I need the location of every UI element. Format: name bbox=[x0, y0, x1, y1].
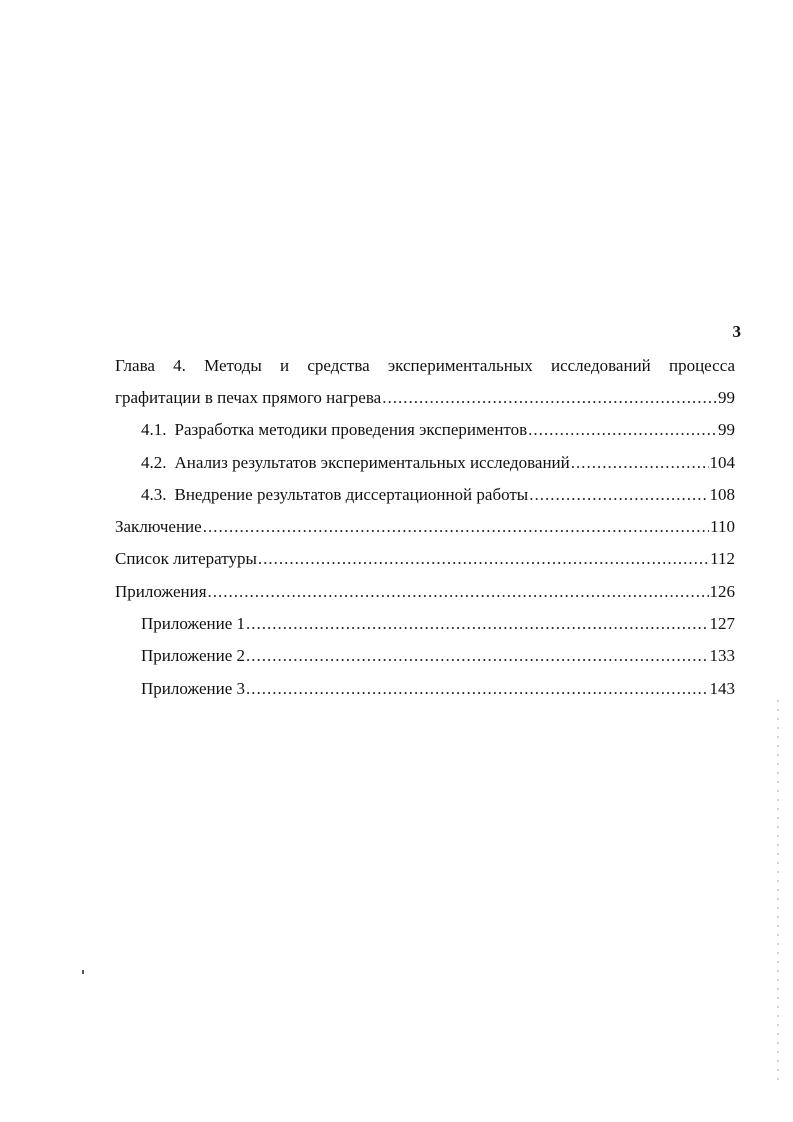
section-title: Внедрение результатов диссертационной работы bbox=[174, 484, 529, 504]
toc-entry-appendices[interactable] bbox=[115, 576, 735, 608]
dot-leader bbox=[246, 673, 709, 705]
page-ref: 108 bbox=[709, 484, 735, 504]
page-ref: 127 bbox=[709, 614, 735, 634]
dot-leader bbox=[382, 382, 717, 414]
page-ref: 110 bbox=[710, 517, 735, 537]
entry-title: Список литературы bbox=[115, 549, 257, 569]
toc-entry-appendix[interactable] bbox=[115, 673, 735, 705]
dot-leader bbox=[528, 414, 717, 446]
dot-leader bbox=[246, 608, 709, 640]
dot-leader bbox=[246, 640, 709, 672]
page-ref: 104 bbox=[709, 452, 735, 472]
section-number: 4.1. bbox=[141, 420, 167, 440]
chapter-title-line-2: графитации в печах прямого нагрева bbox=[115, 388, 382, 407]
section-title: Анализ результатов экспериментальных исследований bbox=[174, 452, 570, 472]
chapter-title-line-1: Глава 4. Методы и средства экспериментальных исследований процесса bbox=[115, 356, 735, 375]
section-number: 4.2. bbox=[141, 452, 167, 472]
toc-entry-appendix[interactable] bbox=[115, 640, 735, 672]
toc-entry-section[interactable] bbox=[115, 479, 735, 511]
page-ref: 126 bbox=[709, 581, 735, 601]
page-ref: 133 bbox=[709, 646, 735, 666]
toc-entry-conclusion[interactable] bbox=[115, 511, 735, 543]
toc-entry-section[interactable] bbox=[115, 414, 735, 446]
page-ref: 99 bbox=[718, 420, 735, 440]
toc-entry-references[interactable] bbox=[115, 543, 735, 575]
dot-leader bbox=[571, 447, 709, 479]
scan-speck bbox=[82, 970, 84, 974]
dot-leader bbox=[258, 543, 709, 575]
table-of-contents bbox=[115, 350, 735, 705]
appendix-title: Приложение 2 bbox=[141, 646, 245, 666]
section-number: 4.3. bbox=[141, 484, 167, 504]
page-ref: 99 bbox=[718, 388, 735, 407]
toc-entry-section[interactable] bbox=[115, 447, 735, 479]
scan-artifact bbox=[777, 700, 779, 1080]
page-ref: 112 bbox=[710, 549, 735, 569]
dot-leader bbox=[208, 576, 709, 608]
entry-title: Приложения bbox=[115, 581, 207, 601]
page-ref: 143 bbox=[709, 678, 735, 698]
appendix-title: Приложение 3 bbox=[141, 678, 245, 698]
toc-entry-appendix[interactable] bbox=[115, 608, 735, 640]
dot-leader bbox=[529, 479, 708, 511]
appendix-title: Приложение 1 bbox=[141, 614, 245, 634]
section-title: Разработка методики проведения экспериментов bbox=[174, 420, 528, 440]
entry-title: Заключение bbox=[115, 517, 202, 537]
page-number: 3 bbox=[732, 322, 741, 341]
dot-leader bbox=[203, 511, 709, 543]
toc-entry-chapter[interactable] bbox=[115, 382, 735, 414]
